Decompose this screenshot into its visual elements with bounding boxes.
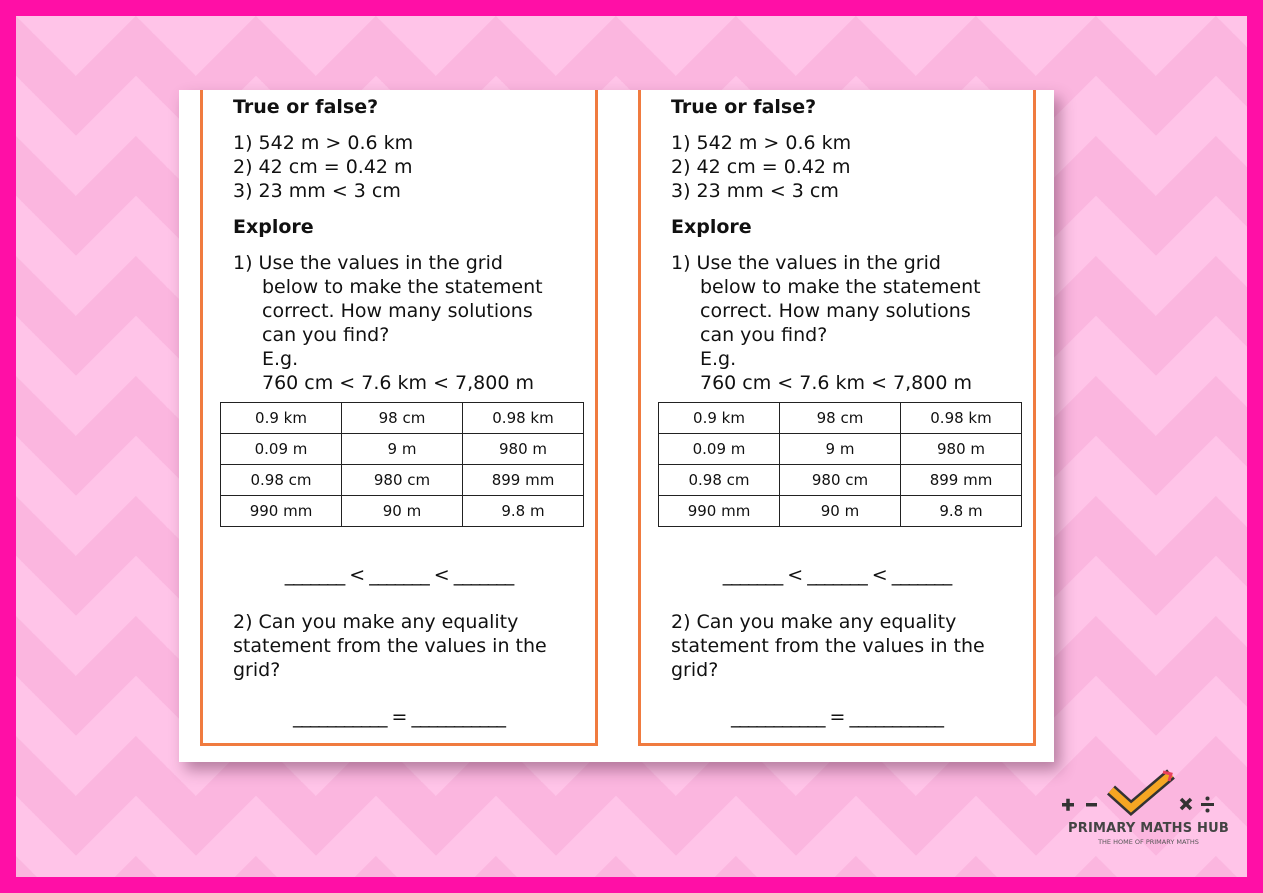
question-1-line-1: 1) Use the values in the grid xyxy=(233,252,503,274)
question-1-line-3: correct. How many solutions xyxy=(700,300,971,322)
grid-row xyxy=(221,403,584,434)
grid-cell: 9 m xyxy=(780,434,901,465)
question-1-line-3: correct. How many solutions xyxy=(262,300,533,322)
logo-tagline: THE HOME OF PRIMARY MATHS xyxy=(1098,838,1199,846)
question-1-line-2: below to make the statement xyxy=(262,276,543,298)
grid-cell: 0.9 km xyxy=(221,403,342,434)
primary-maths-hub-logo xyxy=(1056,768,1241,850)
grid-cell: 980 cm xyxy=(780,465,901,496)
grid-row xyxy=(221,434,584,465)
question-1-line-1: 1) Use the values in the grid xyxy=(671,252,941,274)
grid-cell: 899 mm xyxy=(463,465,584,496)
true-false-item-2: 2) 42 cm = 0.42 m xyxy=(671,156,851,178)
worksheet-card-left xyxy=(200,90,598,746)
true-false-item-2: 2) 42 cm = 0.42 m xyxy=(233,156,413,178)
grid-cell: 980 m xyxy=(463,434,584,465)
grid-cell: 980 m xyxy=(901,434,1022,465)
grid-cell: 90 m xyxy=(342,496,463,527)
grid-cell: 9.8 m xyxy=(463,496,584,527)
true-false-heading: True or false? xyxy=(671,96,817,118)
true-false-item-1: 1) 542 m > 0.6 km xyxy=(233,132,414,154)
grid-cell: 990 mm xyxy=(221,496,342,527)
question-2-line-3: grid? xyxy=(671,659,719,681)
grid-cell: 9 m xyxy=(342,434,463,465)
question-1-line-4: can you find? xyxy=(262,324,390,346)
grid-cell: 9.8 m xyxy=(901,496,1022,527)
question-2-line-2: statement from the values in the xyxy=(671,635,985,657)
grid-cell: 0.98 km xyxy=(901,403,1022,434)
question-2-line-1: 2) Can you make any equality xyxy=(233,611,519,633)
values-grid xyxy=(658,402,1022,527)
question-2-line-1: 2) Can you make any equality xyxy=(671,611,957,633)
true-false-item-3: 3) 23 mm < 3 cm xyxy=(233,180,401,202)
question-1-line-4: can you find? xyxy=(700,324,828,346)
logo-symbols-icon xyxy=(1056,768,1241,820)
grid-cell: 90 m xyxy=(780,496,901,527)
equality-blanks: ___________ = ___________ xyxy=(731,706,943,728)
true-false-item-1: 1) 542 m > 0.6 km xyxy=(671,132,852,154)
grid-cell: 0.98 km xyxy=(463,403,584,434)
grid-cell: 980 cm xyxy=(342,465,463,496)
grid-cell: 0.98 cm xyxy=(659,465,780,496)
grid-cell: 98 cm xyxy=(780,403,901,434)
pink-chevron-background xyxy=(16,16,1247,877)
question-1-example: 760 cm < 7.6 km < 7,800 m xyxy=(700,372,972,394)
equality-blanks: ___________ = ___________ xyxy=(293,706,505,728)
grid-cell: 0.9 km xyxy=(659,403,780,434)
inequality-blanks: _______ < _______ < _______ xyxy=(722,564,952,586)
grid-cell: 0.98 cm xyxy=(221,465,342,496)
grid-cell: 0.09 m xyxy=(659,434,780,465)
logo-title: PRIMARY MATHS HUB xyxy=(1068,821,1229,836)
grid-cell: 899 mm xyxy=(901,465,1022,496)
question-2-line-2: statement from the values in the xyxy=(233,635,547,657)
grid-cell: 990 mm xyxy=(659,496,780,527)
explore-heading: Explore xyxy=(233,216,314,238)
explore-heading: Explore xyxy=(671,216,752,238)
values-grid xyxy=(220,402,584,527)
inequality-blanks: _______ < _______ < _______ xyxy=(284,564,514,586)
question-2-line-3: grid? xyxy=(233,659,281,681)
worksheet-card-right xyxy=(638,90,1036,746)
grid-row xyxy=(659,496,1022,527)
question-1-example: 760 cm < 7.6 km < 7,800 m xyxy=(262,372,534,394)
question-1-line-5: E.g. xyxy=(700,348,737,370)
true-false-item-3: 3) 23 mm < 3 cm xyxy=(671,180,839,202)
grid-row xyxy=(659,465,1022,496)
grid-cell: 0.09 m xyxy=(221,434,342,465)
grid-row xyxy=(659,403,1022,434)
true-false-heading: True or false? xyxy=(233,96,379,118)
worksheet-paper xyxy=(179,90,1054,762)
grid-row xyxy=(659,434,1022,465)
grid-cell: 98 cm xyxy=(342,403,463,434)
question-1-line-5: E.g. xyxy=(262,348,299,370)
grid-row xyxy=(221,496,584,527)
grid-row xyxy=(221,465,584,496)
question-1-line-2: below to make the statement xyxy=(700,276,981,298)
